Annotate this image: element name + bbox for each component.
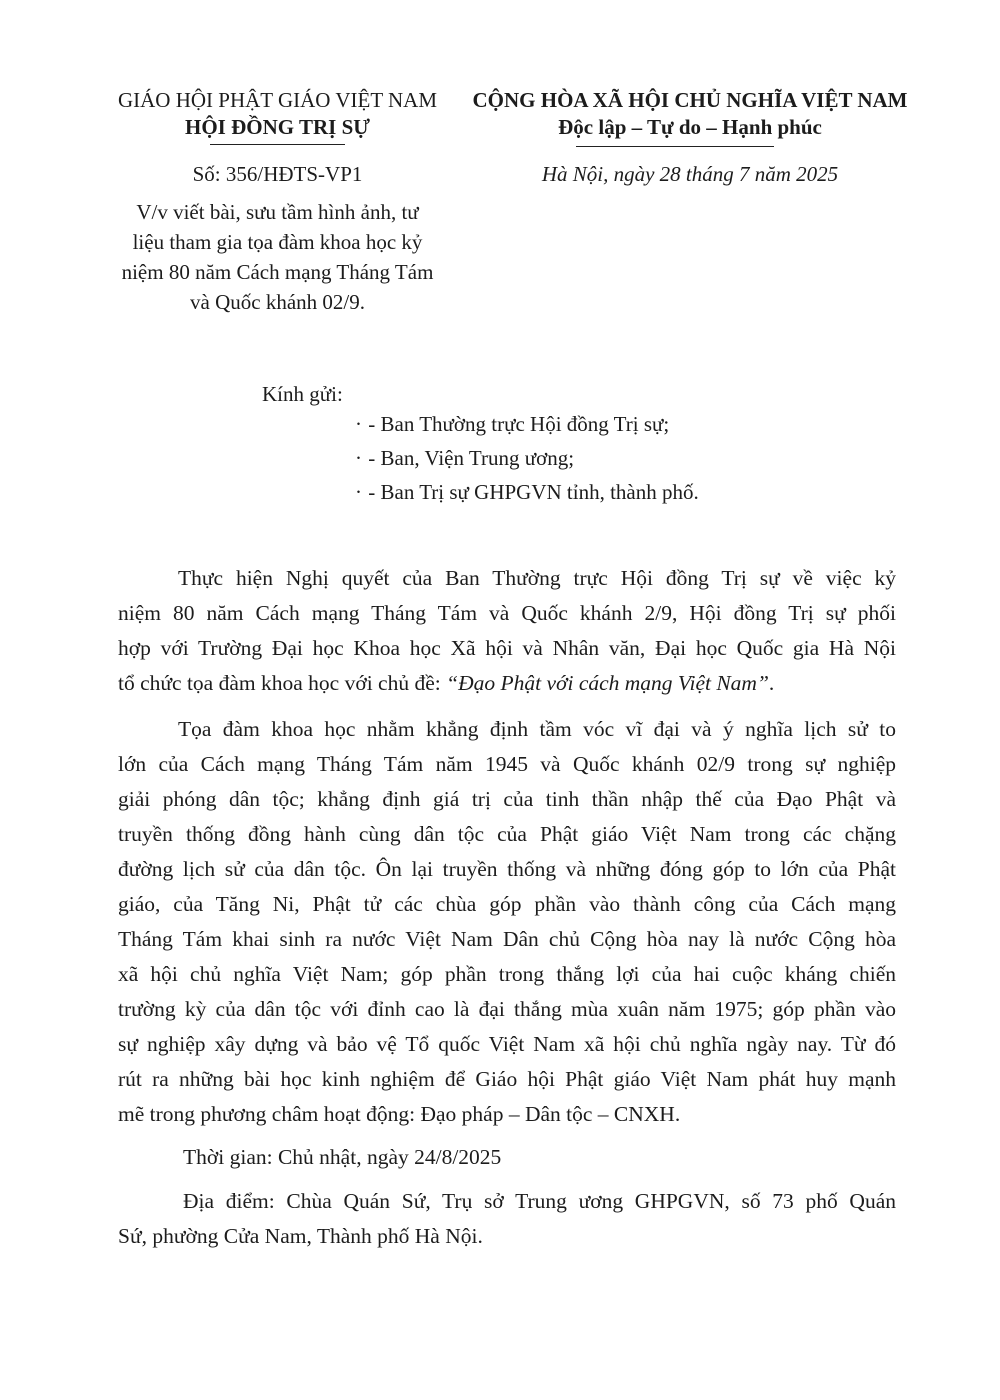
- subject-line: và Quốc khánh 02/9.: [190, 290, 365, 314]
- theme-intro: tổ chức tọa đàm khoa học với chủ đề:: [118, 671, 447, 695]
- event-venue-cont: Sứ, phường Cửa Nam, Thành phố Hà Nội.: [118, 1224, 483, 1248]
- paragraph-line: xã hội chủ nghĩa Việt Nam; góp phần trong thắng lợi của hai cuộc kháng chiến: [118, 962, 896, 986]
- paragraph-line: niệm 80 năm Cách mạng Tháng Tám và Quốc khánh 2/9, Hội đồng Trị sự phối: [118, 601, 896, 625]
- document-number: Số: 356/HĐTS-VP1: [192, 162, 363, 186]
- nation-motto: Độc lập – Tự do – Hạnh phúc: [558, 115, 822, 139]
- motto-underline: [576, 146, 774, 147]
- subject-line: liệu tham gia tọa đàm khoa học kỷ: [132, 230, 423, 254]
- paragraph-line: giáo, của Tăng Ni, Phật tử các chùa góp phần vào thành công của Cách mạng: [118, 892, 896, 916]
- paragraph-line: Thực hiện Nghị quyết của Ban Thường trực Hội đồng Trị sự về việc kỷ: [178, 566, 896, 590]
- paragraph-line: lớn của Cách mạng Tháng Tám năm 1945 và Quốc khánh 02/9 trong sự nghiệp: [118, 752, 896, 776]
- subject-line: niệm 80 năm Cách mạng Tháng Tám: [121, 260, 434, 284]
- org-name: GIÁO HỘI PHẬT GIÁO VIỆT NAM: [117, 88, 438, 112]
- paragraph-line: trường kỳ của dân tộc với đỉnh cao là đại thắng mùa xuân năm 1975; góp phần vào: [118, 997, 896, 1021]
- paragraph-line: giải phóng dân tộc; khẳng định giá trị của tinh thần nhập thế của Đạo Phật và: [118, 787, 896, 811]
- subject-block: [95, 197, 460, 317]
- paragraph-line: rút ra những bài học kinh nghiệm để Giáo hội Phật giáo Việt Nam phát huy mạnh: [118, 1067, 896, 1091]
- paragraph-line: Tọa đàm khoa học nhằm khẳng định tầm vóc vĩ đại và ý nghĩa lịch sử to: [178, 717, 896, 741]
- paragraph-line: sự nghiệp xây dựng và bảo vệ Tổ quốc Việt Nam xã hội chủ nghĩa ngày nay. Từ đó: [118, 1032, 896, 1056]
- paragraph-line: đường lịch sử của dân tộc. Ôn lại truyền thống và những đóng góp to lớn của Phật: [118, 857, 896, 881]
- paragraph-line: mẽ trong phương châm hoạt động: Đạo pháp – Dân tộc – CNXH.: [118, 1102, 681, 1126]
- recipient-item: [355, 412, 669, 437]
- paragraph-line: [118, 671, 880, 696]
- recipient-text: - Ban Thường trực Hội đồng Trị sự;: [368, 412, 670, 436]
- event-time: Thời gian: Chủ nhật, ngày 24/8/2025: [183, 1145, 502, 1169]
- recipient-item: [355, 446, 574, 471]
- subject-line: V/v viết bài, sưu tầm hình ảnh, tư: [136, 200, 419, 224]
- theme-title: “Đạo Phật với cách mạng Việt Nam”: [446, 671, 769, 695]
- bullet-dot: ·: [355, 412, 363, 436]
- theme-period: .: [768, 671, 775, 695]
- place-date: Hà Nội, ngày 28 tháng 7 năm 2025: [541, 162, 839, 186]
- council-name: HỘI ĐỒNG TRỊ SỰ: [185, 115, 370, 139]
- nation-title: CỘNG HÒA XÃ HỘI CHỦ NGHĨA VIỆT NAM: [472, 88, 908, 112]
- bullet-dot: ·: [355, 480, 363, 504]
- recipient-text: - Ban Trị sự GHPGVN tỉnh, thành phố.: [368, 480, 699, 504]
- paragraph-line: Tháng Tám khai sinh ra nước Việt Nam Dân chủ Cộng hòa nay là nước Cộng hòa: [118, 927, 896, 951]
- recipient-item: [355, 480, 699, 505]
- paragraph-line: hợp với Trường Đại học Khoa học Xã hội và Nhân văn, Đại học Quốc gia Hà Nội: [118, 636, 896, 660]
- recipient-text: - Ban, Viện Trung ương;: [368, 446, 575, 470]
- bullet-dot: ·: [355, 446, 363, 470]
- paragraph-line: truyền thống đồng hành cùng dân tộc của Phật giáo Việt Nam trong các chặng: [118, 822, 896, 846]
- event-venue: Địa điểm: Chùa Quán Sứ, Trụ sở Trung ương GHPGVN, số 73 phố Quán: [183, 1189, 896, 1213]
- org-underline: [210, 144, 345, 145]
- salutation: Kính gửi:: [262, 382, 343, 406]
